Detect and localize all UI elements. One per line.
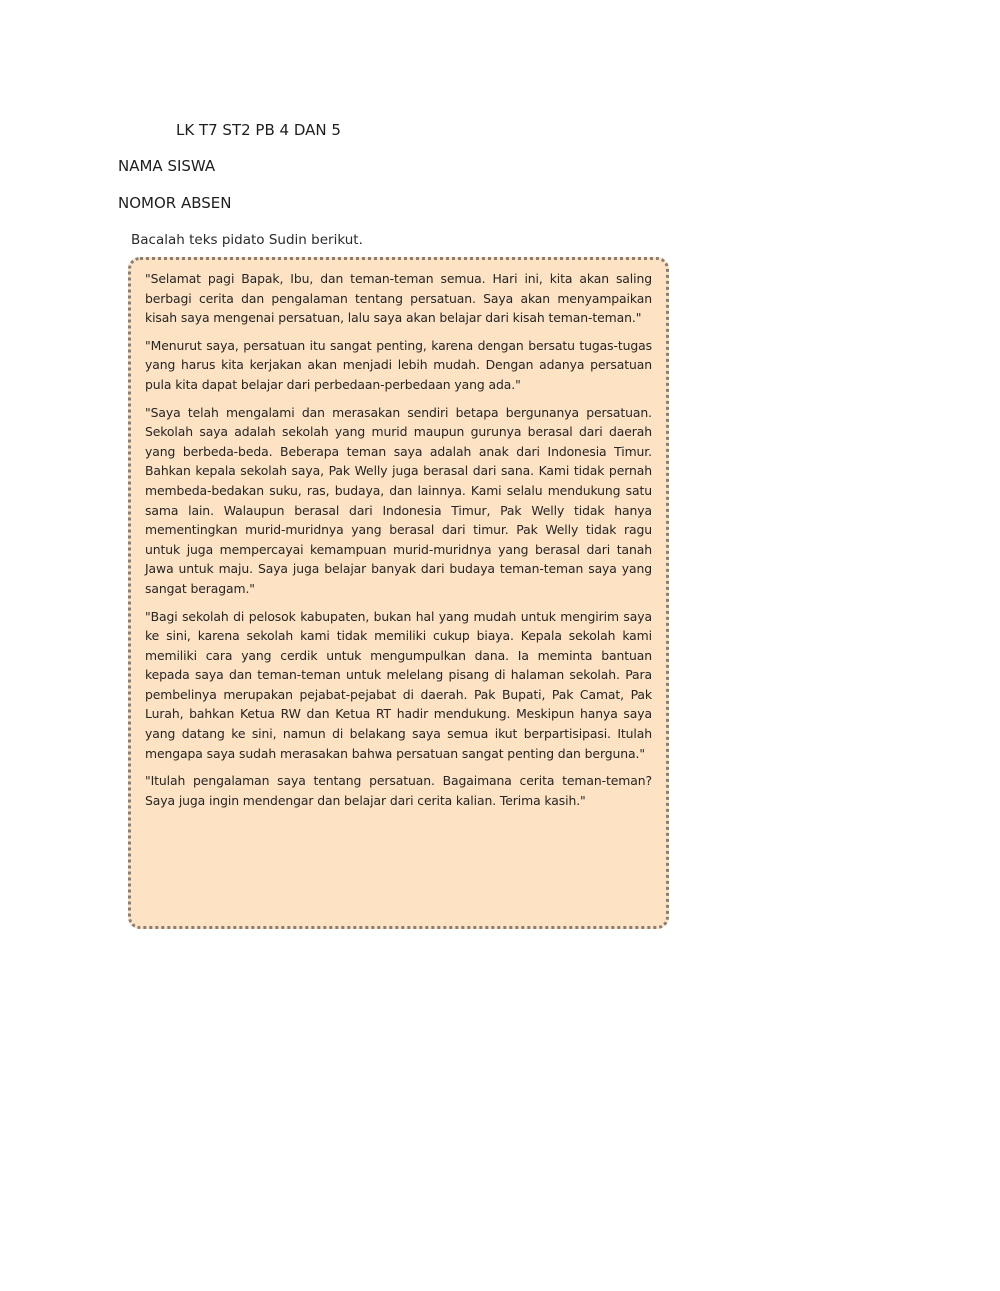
- speech-paragraph-experience: "Saya telah mengalami dan merasakan sendiri betapa bergunanya persatuan. Sekolah saya adalah sekolah yang murid maupun gurunya berasal dari daerah yang berbeda-beda. Beberapa teman saya adalah anak dari Indonesia Timur. Bahkan kepala sekolah saya, Pak Welly juga berasal dari sana. Kami tidak pernah membeda-bedakan suku, ras, budaya, dan lainnya. Kami selalu mendukung satu sama lain. Walaupun berasal dari Indonesia Timur, Pak Welly tidak hanya mementingkan murid-muridnya yang berasal dari timur. Pak Welly tidak ragu untuk juga mempercayai kemampuan murid-muridnya yang berasal dari tanah Jawa untuk maju. Saya juga belajar banyak dari budaya teman-teman saya yang sangat beragam.": [145, 404, 652, 596]
- speech-paragraph-importance: "Menurut saya, persatuan itu sangat penting, karena dengan bersatu tugas-tugas yang harus kita kerjakan akan menjadi lebih mudah. Dengan adanya persatuan pula kita dapat belajar dari perbedaan-perbedaan yang ada.": [145, 337, 652, 392]
- speech-paragraph-opening: "Selamat pagi Bapak, Ibu, dan teman-teman semua. Hari ini, kita akan saling berbagi cerita dan pengalaman tentang persatuan. Saya akan menyampaikan kisah saya mengenai persatuan, lalu saya akan belajar dari kisah teman-teman.": [145, 271, 652, 326]
- worksheet-title: LK T7 ST2 PB 4 DAN 5: [176, 121, 341, 139]
- reading-instruction: Bacalah teks pidato Sudin berikut.: [131, 232, 363, 248]
- speech-paragraph-closing: "Itulah pengalaman saya tentang persatuan. Bagaimana cerita teman-teman? Saya juga ingin mendengar dan belajar dari cerita kalian. Terima kasih.": [145, 773, 652, 808]
- speech-paragraph-fundraising: "Bagi sekolah di pelosok kabupaten, bukan hal yang mudah untuk mengirim saya ke sini, karena sekolah kami tidak memiliki cukup biaya. Kepala sekolah kami memiliki cara yang cerdik untuk mengumpulkan dana. Ia meminta bantuan kepada saya dan teman-teman untuk melelang pisang di halaman sekolah. Para pembelinya merupakan pejabat-pejabat di daerah. Pak Bupati, Pak Camat, Pak Lurah, bahkan Ketua RW dan Ketua RT hadir mendukung. Meskipun hanya saya yang datang ke sini, namun di belakang saya semua ikut berpartisipasi. Itulah mengapa saya sudah merasakan bahwa persatuan sangat penting dan berguna.": [145, 608, 652, 761]
- student-name-label: NAMA SISWA: [118, 157, 216, 175]
- speech-text-box: [128, 257, 669, 929]
- student-number-label: NOMOR ABSEN: [118, 194, 232, 212]
